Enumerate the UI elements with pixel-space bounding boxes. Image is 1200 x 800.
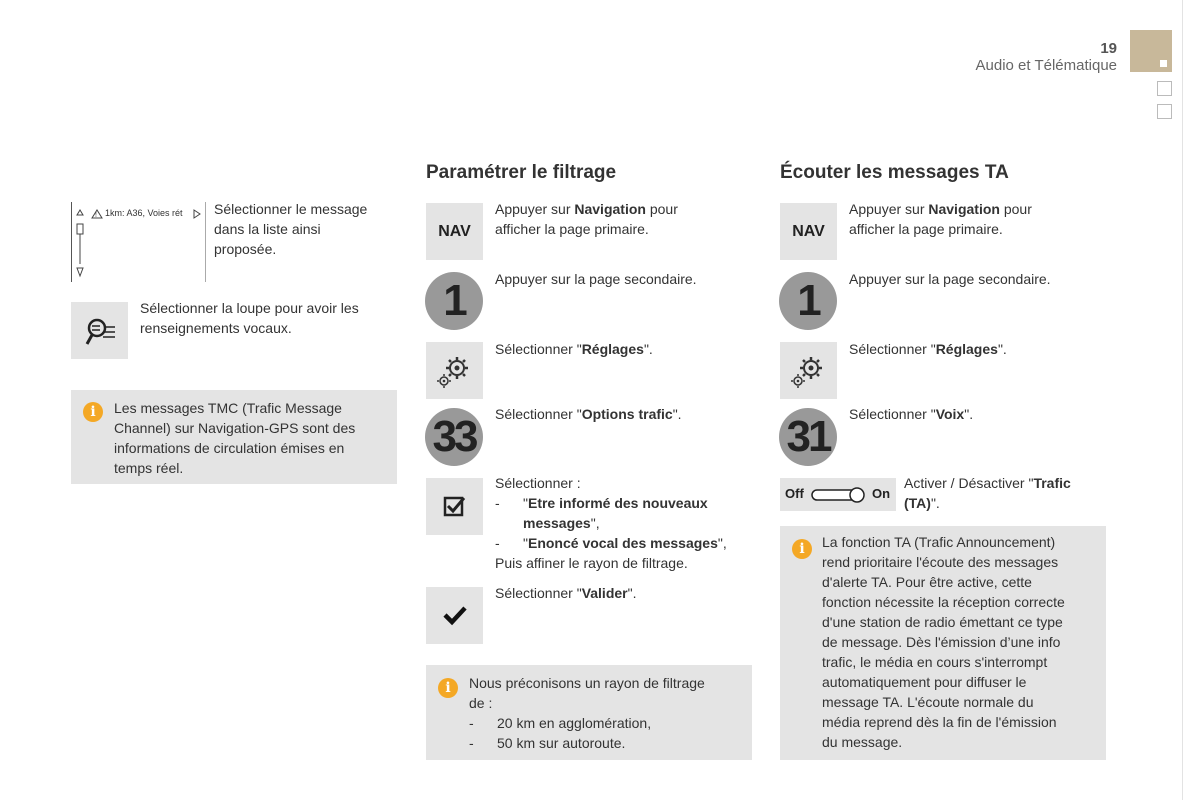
ta-info-box: i La fonction TA (Trafic Announcement) rend prioritaire l'écoute des messages d'alerte TA. Pour être active, cette fonction nécessite la réception correcte d'une station de radio émettant ce type de message. Dès l'émission d’une info trafic, le média en cours s'interrompt automatiquement pour diffuser le message TA. L'écoute normale du média reprend dès la fin de l'émission du message. — [780, 526, 1106, 760]
filter-heading: Paramétrer le filtrage — [426, 162, 617, 183]
voice-magnifier-icon — [71, 302, 128, 359]
section-title: Audio et Télématique — [975, 57, 1117, 74]
message-list-item: 1km: A36, Voies rét — [105, 208, 183, 218]
right-step5-text: Activer / Désactiver "Trafic (TA)". — [904, 475, 1071, 511]
page-edge-rule — [1182, 0, 1183, 800]
validate-button[interactable] — [426, 587, 483, 644]
settings-gear-icon — [426, 342, 483, 399]
checkbox-button[interactable] — [426, 478, 483, 535]
toggle-on-label: On — [872, 486, 891, 501]
voice-magnifier-button[interactable] — [71, 302, 128, 359]
step-number-1: 1 — [425, 272, 483, 330]
mid-step5-text: Sélectionner : - "Etre informé des nouveaux messages", - "Enoncé vocal des messages", Puis affiner le rayon de filtrage. — [495, 475, 727, 571]
svg-text:!: ! — [95, 212, 97, 219]
radius-info-box: i Nous préconisons un rayon de filtrage de : - 20 km en agglomération, - 50 km sur autoroute. — [426, 665, 752, 760]
left-step1-text: Sélectionner le message dans la liste ainsi proposée. — [214, 201, 368, 257]
ta-toggle[interactable] — [780, 478, 896, 511]
toggle-off-label: Off — [785, 486, 804, 501]
mid-step1-text: Appuyer sur Navigation pour afficher la page primaire. — [495, 201, 678, 237]
nav-button[interactable]: NAV — [426, 203, 483, 260]
right-step3-text: Sélectionner "Réglages". — [849, 341, 1007, 357]
right-step2-text: Appuyer sur la page secondaire. — [849, 271, 1051, 287]
settings-button[interactable] — [780, 342, 837, 399]
mid-step4-text: Sélectionner "Options trafic". — [495, 406, 682, 422]
info-icon: i — [438, 678, 458, 698]
left-step2-text: Sélectionner la loupe pour avoir les renseignements vocaux. — [140, 300, 359, 336]
check-icon — [426, 587, 483, 644]
tab-square-2 — [1157, 104, 1172, 119]
step-number-31: 31 — [779, 408, 837, 466]
step-number-33: 33 — [425, 408, 483, 466]
message-list-screen — [71, 202, 206, 282]
step-number-1: 1 — [779, 272, 837, 330]
info-icon: i — [83, 402, 103, 422]
checkbox-icon — [426, 478, 483, 535]
toggle-switch-icon — [811, 485, 869, 505]
mid-step3-text: Sélectionner "Réglages". — [495, 341, 653, 357]
info-icon: i — [792, 539, 812, 559]
ta-heading: Écouter les messages TA — [780, 162, 1009, 183]
right-step4-text: Sélectionner "Voix". — [849, 406, 974, 422]
section-tab — [1130, 30, 1172, 72]
settings-button[interactable] — [426, 342, 483, 399]
page-number: 19 — [1100, 40, 1117, 57]
tmc-info-box: i Les messages TMC (Trafic Message Channel) sur Navigation-GPS sont des informations de circulation émises en temps réel. — [71, 390, 397, 484]
settings-gear-icon — [780, 342, 837, 399]
nav-button[interactable]: NAV — [780, 203, 837, 260]
mid-step6-text: Sélectionner "Valider". — [495, 585, 637, 601]
tab-square-1 — [1157, 81, 1172, 96]
right-step1-text: Appuyer sur Navigation pour afficher la page primaire. — [849, 201, 1032, 237]
mid-step2-text: Appuyer sur la page secondaire. — [495, 271, 697, 287]
